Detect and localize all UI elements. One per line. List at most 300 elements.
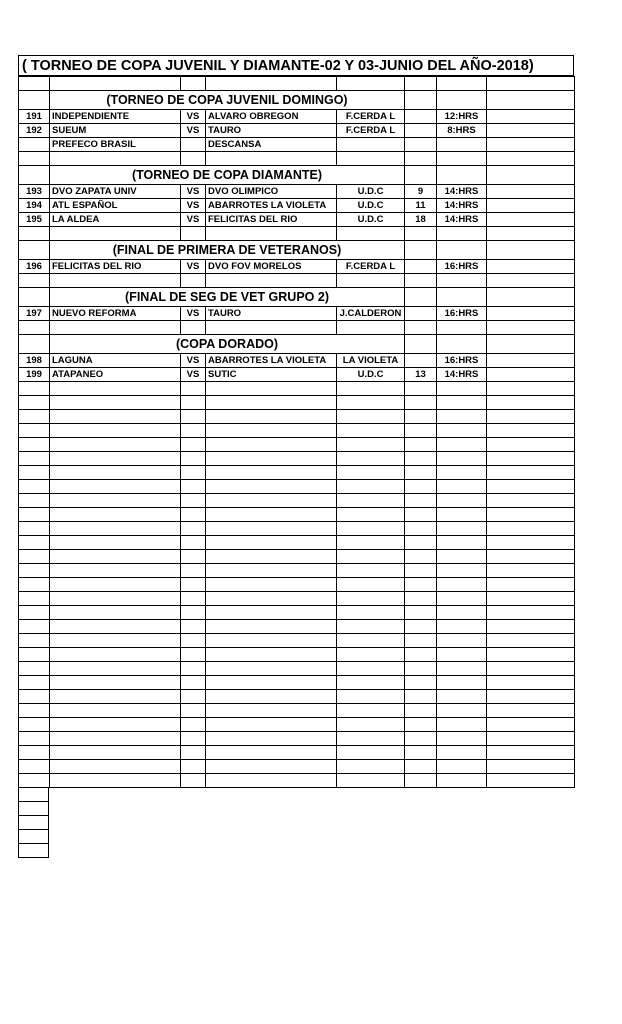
empty-cell	[206, 746, 337, 760]
empty-cell	[206, 522, 337, 536]
empty-cell	[50, 227, 181, 241]
grid-row	[19, 522, 575, 536]
empty-cell	[337, 690, 405, 704]
empty-cell	[437, 592, 487, 606]
empty-cell	[19, 274, 50, 288]
empty-cell	[206, 774, 337, 788]
empty-cell	[19, 662, 50, 676]
empty-cell	[337, 634, 405, 648]
empty-cell	[487, 213, 575, 227]
empty-cell	[337, 77, 405, 91]
empty-cell	[19, 592, 50, 606]
match-home: INDEPENDIENTE	[50, 110, 181, 124]
empty-cell	[19, 424, 50, 438]
empty-cell	[487, 152, 575, 166]
empty-cell	[337, 676, 405, 690]
empty-cell	[437, 274, 487, 288]
match-away: SUTIC	[206, 368, 337, 382]
grid-row	[19, 480, 575, 494]
match-num	[19, 138, 50, 152]
empty-cell	[487, 620, 575, 634]
empty-cell	[487, 718, 575, 732]
empty-cell	[19, 77, 50, 91]
empty-cell	[206, 606, 337, 620]
empty-cell	[405, 274, 437, 288]
match-row	[19, 213, 575, 227]
empty-cell	[206, 466, 337, 480]
empty-cell	[437, 690, 487, 704]
empty-cell	[19, 335, 50, 354]
empty-cell	[405, 690, 437, 704]
empty-cell	[206, 382, 337, 396]
empty-cell	[19, 620, 50, 634]
empty-cell	[405, 494, 437, 508]
empty-cell	[487, 199, 575, 213]
empty-cell	[337, 227, 405, 241]
empty-cell	[19, 227, 50, 241]
empty-cell	[337, 494, 405, 508]
empty-cell	[437, 620, 487, 634]
empty-cell	[405, 91, 437, 110]
match-row	[19, 124, 575, 138]
empty-cell	[405, 536, 437, 550]
empty-cell	[50, 438, 181, 452]
section-heading: (FINAL DE PRIMERA DE VETERANOS)	[50, 241, 405, 260]
blank-row	[19, 382, 575, 396]
match-time: 14:HRS	[437, 185, 487, 199]
empty-cell	[337, 152, 405, 166]
match-field: U.D.C	[337, 199, 405, 213]
empty-cell	[487, 606, 575, 620]
empty-cell	[337, 648, 405, 662]
match-away: ABARROTES LA VIOLETA	[206, 354, 337, 368]
match-field: U.D.C	[337, 368, 405, 382]
empty-cell	[19, 774, 50, 788]
empty-cell	[437, 536, 487, 550]
empty-cell	[50, 648, 181, 662]
empty-cell	[19, 508, 50, 522]
empty-cell	[487, 564, 575, 578]
empty-cell	[437, 241, 487, 260]
empty-cell	[405, 760, 437, 774]
empty-cell	[487, 77, 575, 91]
empty-cell	[437, 774, 487, 788]
match-time: 16:HRS	[437, 307, 487, 321]
empty-cell	[19, 452, 50, 466]
match-vs: VS	[181, 124, 206, 138]
empty-cell	[206, 152, 337, 166]
grid-row	[19, 592, 575, 606]
empty-cell	[487, 480, 575, 494]
empty-cell	[19, 704, 50, 718]
empty-cell	[206, 578, 337, 592]
empty-cell	[405, 466, 437, 480]
empty-cell	[487, 424, 575, 438]
match-field	[337, 138, 405, 152]
empty-cell	[181, 634, 206, 648]
empty-cell	[337, 480, 405, 494]
match-extra: 11	[405, 199, 437, 213]
empty-cell	[206, 321, 337, 335]
empty-cell	[405, 564, 437, 578]
match-vs: VS	[181, 368, 206, 382]
empty-cell	[487, 185, 575, 199]
empty-cell	[437, 480, 487, 494]
empty-cell	[19, 241, 50, 260]
empty-cell	[50, 480, 181, 494]
empty-cell	[19, 466, 50, 480]
empty-cell	[487, 452, 575, 466]
empty-cell	[405, 77, 437, 91]
empty-cell	[50, 690, 181, 704]
empty-cell	[50, 382, 181, 396]
empty-cell	[19, 648, 50, 662]
empty-cell	[206, 564, 337, 578]
empty-cell	[19, 382, 50, 396]
match-row	[19, 110, 575, 124]
empty-cell	[50, 321, 181, 335]
grid-row	[19, 746, 575, 760]
empty-cell	[206, 410, 337, 424]
empty-cell	[50, 452, 181, 466]
empty-cell	[181, 550, 206, 564]
empty-cell	[206, 620, 337, 634]
empty-cell	[19, 746, 50, 760]
match-home: FELICITAS DEL RIO	[50, 260, 181, 274]
empty-cell	[487, 522, 575, 536]
match-num: 193	[19, 185, 50, 199]
empty-cell	[337, 760, 405, 774]
match-field: F.CERDA L	[337, 110, 405, 124]
empty-cell	[337, 564, 405, 578]
section-heading: (TORNEO DE COPA JUVENIL DOMINGO)	[50, 91, 405, 110]
match-home: ATL ESPAÑOL	[50, 199, 181, 213]
match-num: 195	[19, 213, 50, 227]
match-vs: VS	[181, 110, 206, 124]
empty-cell	[437, 508, 487, 522]
empty-cell	[487, 508, 575, 522]
empty-cell	[206, 508, 337, 522]
empty-cell	[487, 166, 575, 185]
tail-cell	[18, 830, 49, 844]
match-away: TAURO	[206, 124, 337, 138]
empty-cell	[181, 606, 206, 620]
empty-cell	[181, 321, 206, 335]
match-time: 16:HRS	[437, 354, 487, 368]
empty-cell	[337, 321, 405, 335]
empty-cell	[337, 620, 405, 634]
empty-cell	[487, 746, 575, 760]
empty-cell	[437, 718, 487, 732]
empty-cell	[437, 760, 487, 774]
empty-cell	[487, 550, 575, 564]
empty-cell	[487, 578, 575, 592]
empty-cell	[19, 494, 50, 508]
empty-cell	[19, 396, 50, 410]
empty-cell	[487, 438, 575, 452]
empty-cell	[487, 241, 575, 260]
empty-cell	[487, 91, 575, 110]
empty-cell	[337, 508, 405, 522]
match-row	[19, 185, 575, 199]
empty-cell	[405, 335, 437, 354]
empty-cell	[437, 550, 487, 564]
empty-cell	[206, 648, 337, 662]
empty-cell	[19, 152, 50, 166]
empty-cell	[181, 522, 206, 536]
empty-cell	[337, 662, 405, 676]
match-field: LA VIOLETA	[337, 354, 405, 368]
empty-cell	[337, 424, 405, 438]
empty-cell	[437, 166, 487, 185]
empty-cell	[206, 227, 337, 241]
empty-cell	[405, 662, 437, 676]
empty-cell	[337, 382, 405, 396]
empty-cell	[206, 592, 337, 606]
match-away: ABARROTES LA VIOLETA	[206, 199, 337, 213]
match-away: ALVARO OBREGON	[206, 110, 337, 124]
grid-row	[19, 648, 575, 662]
empty-cell	[337, 466, 405, 480]
match-extra	[405, 260, 437, 274]
empty-cell	[405, 578, 437, 592]
section-heading: (COPA DORADO)	[50, 335, 405, 354]
empty-cell	[181, 466, 206, 480]
empty-cell	[50, 410, 181, 424]
tail-cells	[18, 788, 49, 858]
empty-cell	[487, 634, 575, 648]
empty-cell	[206, 760, 337, 774]
empty-cell	[437, 410, 487, 424]
empty-cell	[437, 522, 487, 536]
empty-cell	[50, 77, 181, 91]
empty-cell	[437, 382, 487, 396]
empty-cell	[181, 438, 206, 452]
empty-cell	[181, 77, 206, 91]
empty-cell	[437, 424, 487, 438]
empty-cell	[337, 438, 405, 452]
empty-cell	[437, 91, 487, 110]
empty-cell	[487, 382, 575, 396]
empty-cell	[405, 166, 437, 185]
empty-cell	[19, 732, 50, 746]
empty-cell	[181, 508, 206, 522]
grid-row	[19, 438, 575, 452]
empty-cell	[337, 274, 405, 288]
empty-cell	[50, 508, 181, 522]
empty-cell	[206, 662, 337, 676]
grid-row	[19, 718, 575, 732]
empty-cell	[50, 522, 181, 536]
match-home: DVO ZAPATA UNIV	[50, 185, 181, 199]
empty-cell	[405, 382, 437, 396]
match-field: U.D.C	[337, 213, 405, 227]
tail-cell	[18, 788, 49, 802]
empty-cell	[206, 494, 337, 508]
match-home: NUEVO REFORMA	[50, 307, 181, 321]
empty-cell	[487, 774, 575, 788]
empty-cell	[19, 321, 50, 335]
schedule-table	[18, 76, 575, 788]
empty-cell	[437, 152, 487, 166]
empty-cell	[19, 564, 50, 578]
blank-row	[19, 152, 575, 166]
empty-cell	[50, 718, 181, 732]
empty-cell	[206, 536, 337, 550]
match-row	[19, 368, 575, 382]
match-field: U.D.C	[337, 185, 405, 199]
empty-cell	[337, 452, 405, 466]
empty-cell	[437, 335, 487, 354]
empty-cell	[437, 648, 487, 662]
match-vs: VS	[181, 260, 206, 274]
blank-row	[19, 274, 575, 288]
empty-cell	[437, 662, 487, 676]
empty-cell	[19, 480, 50, 494]
empty-cell	[405, 452, 437, 466]
empty-cell	[181, 536, 206, 550]
empty-cell	[337, 704, 405, 718]
empty-cell	[181, 774, 206, 788]
empty-cell	[487, 260, 575, 274]
match-extra	[405, 307, 437, 321]
empty-cell	[337, 746, 405, 760]
empty-cell	[487, 410, 575, 424]
match-vs: VS	[181, 185, 206, 199]
grid-row	[19, 508, 575, 522]
empty-cell	[19, 634, 50, 648]
match-extra: 18	[405, 213, 437, 227]
empty-cell	[437, 438, 487, 452]
empty-cell	[405, 718, 437, 732]
empty-cell	[50, 564, 181, 578]
grid-row	[19, 774, 575, 788]
empty-cell	[19, 288, 50, 307]
empty-cell	[181, 760, 206, 774]
match-away: DESCANSA	[206, 138, 337, 152]
grid-row	[19, 466, 575, 480]
empty-cell	[206, 452, 337, 466]
empty-cell	[50, 746, 181, 760]
match-row	[19, 260, 575, 274]
empty-cell	[437, 396, 487, 410]
empty-cell	[405, 321, 437, 335]
empty-cell	[337, 396, 405, 410]
empty-cell	[405, 227, 437, 241]
empty-cell	[19, 522, 50, 536]
empty-cell	[181, 690, 206, 704]
empty-cell	[437, 704, 487, 718]
empty-cell	[337, 578, 405, 592]
empty-cell	[405, 606, 437, 620]
empty-cell	[405, 746, 437, 760]
empty-cell	[50, 396, 181, 410]
empty-cell	[337, 522, 405, 536]
empty-cell	[337, 550, 405, 564]
empty-cell	[181, 452, 206, 466]
empty-cell	[405, 732, 437, 746]
empty-cell	[487, 648, 575, 662]
empty-cell	[487, 732, 575, 746]
match-home: SUEUM	[50, 124, 181, 138]
empty-cell	[19, 536, 50, 550]
section-heading-row	[19, 288, 575, 307]
match-field: J.CALDERON	[337, 307, 405, 321]
section-heading: (FINAL DE SEG DE VET GRUPO 2)	[50, 288, 405, 307]
match-vs: VS	[181, 213, 206, 227]
empty-cell	[337, 718, 405, 732]
empty-cell	[50, 634, 181, 648]
empty-cell	[181, 676, 206, 690]
empty-cell	[206, 274, 337, 288]
empty-cell	[405, 424, 437, 438]
empty-cell	[50, 424, 181, 438]
grid-row	[19, 452, 575, 466]
schedule-sheet	[18, 55, 574, 788]
empty-cell	[487, 335, 575, 354]
empty-cell	[405, 774, 437, 788]
empty-cell	[206, 676, 337, 690]
match-row	[19, 307, 575, 321]
grid-row	[19, 578, 575, 592]
match-away: DVO FOV MORELOS	[206, 260, 337, 274]
empty-cell	[405, 410, 437, 424]
empty-cell	[50, 760, 181, 774]
empty-cell	[337, 536, 405, 550]
grid-row	[19, 410, 575, 424]
empty-cell	[181, 648, 206, 662]
empty-cell	[405, 648, 437, 662]
empty-cell	[206, 732, 337, 746]
match-time: 14:HRS	[437, 368, 487, 382]
empty-cell	[487, 396, 575, 410]
match-time: 16:HRS	[437, 260, 487, 274]
match-home: PREFECO BRASIL	[50, 138, 181, 152]
empty-cell	[487, 227, 575, 241]
empty-cell	[405, 241, 437, 260]
empty-cell	[437, 452, 487, 466]
match-time	[437, 138, 487, 152]
match-home: LAGUNA	[50, 354, 181, 368]
tail-cell	[18, 844, 49, 858]
empty-cell	[487, 690, 575, 704]
grid-row	[19, 396, 575, 410]
empty-cell	[405, 152, 437, 166]
empty-cell	[405, 522, 437, 536]
grid-row	[19, 732, 575, 746]
empty-cell	[405, 634, 437, 648]
empty-cell	[50, 704, 181, 718]
empty-cell	[487, 307, 575, 321]
match-time: 14:HRS	[437, 213, 487, 227]
empty-cell	[487, 704, 575, 718]
tail-cell	[18, 802, 49, 816]
empty-cell	[337, 592, 405, 606]
match-vs: VS	[181, 307, 206, 321]
empty-cell	[19, 676, 50, 690]
empty-cell	[405, 396, 437, 410]
tail-cell	[18, 816, 49, 830]
empty-cell	[437, 746, 487, 760]
match-vs: VS	[181, 199, 206, 213]
empty-cell	[181, 410, 206, 424]
section-heading-row	[19, 91, 575, 110]
match-num: 198	[19, 354, 50, 368]
empty-cell	[19, 578, 50, 592]
match-row	[19, 138, 575, 152]
grid-row	[19, 494, 575, 508]
empty-cell	[19, 690, 50, 704]
